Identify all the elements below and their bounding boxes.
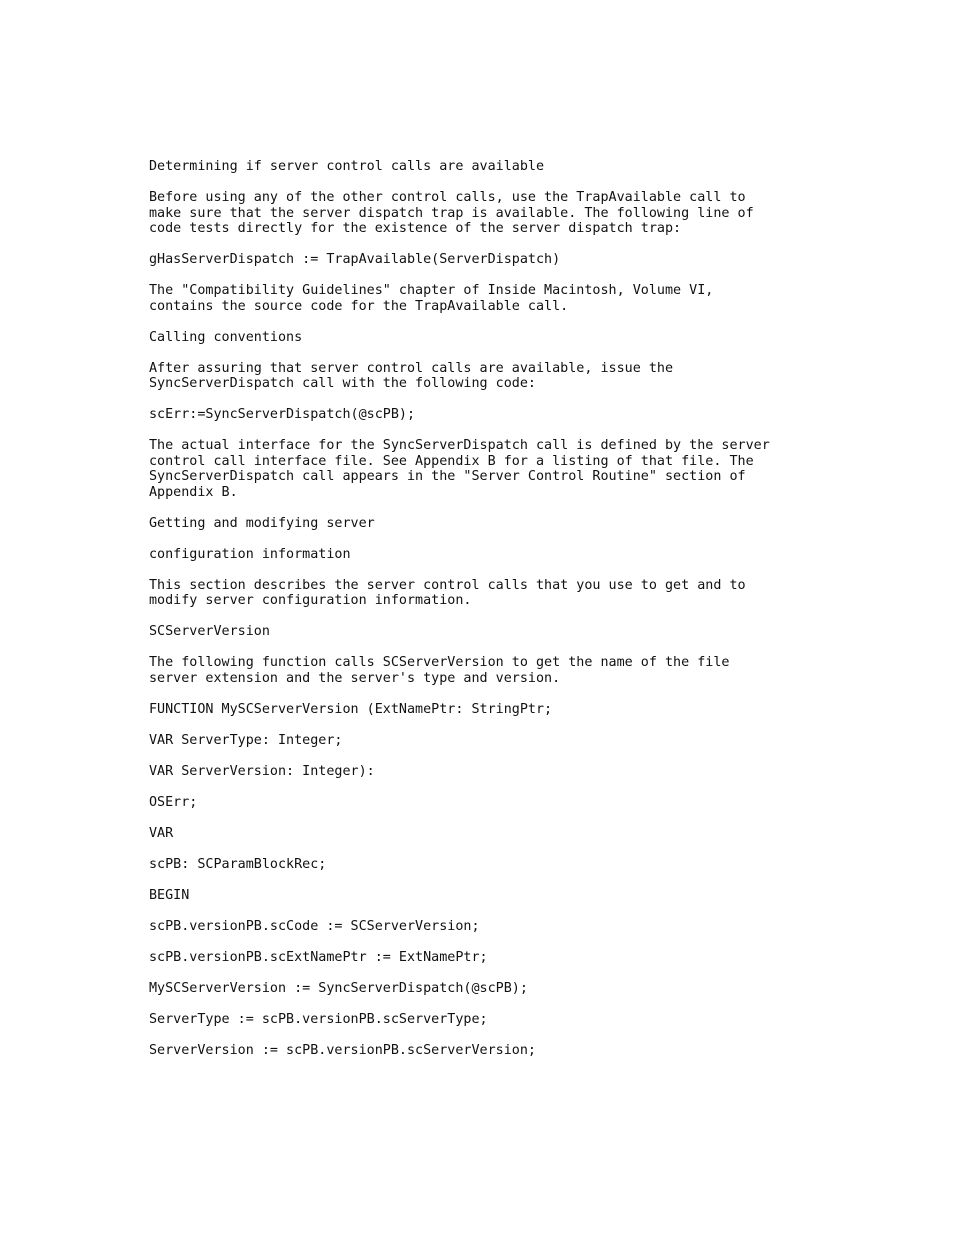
code-line: VAR ServerVersion: Integer):: [149, 763, 375, 779]
code-line: gHasServerDispatch := TrapAvailable(ServerDispatch): [149, 252, 561, 267]
code-line: BEGIN: [149, 887, 190, 903]
code-line: MySCServerVersion := SyncServerDispatch(@scPB);: [149, 980, 528, 996]
code-line: ServerVersion := scPB.versionPB.scServerVersion;: [149, 1042, 536, 1058]
paragraph: After assuring that server control calls are available, issue the SyncServerDispatch call with the following code:: [149, 360, 674, 391]
paragraph: The "Compatibility Guidelines" chapter of Inside Macintosh, Volume VI, contains the source code for the TrapAvailable call.: [149, 283, 714, 314]
code-line: scPB.versionPB.scExtNamePtr := ExtNamePtr;: [149, 949, 488, 965]
section-heading: Calling conventions: [149, 329, 303, 345]
subsection-heading: SCServerVersion: [149, 624, 270, 639]
code-line: VAR ServerType: Integer;: [149, 732, 343, 748]
paragraph: Before using any of the other control calls, use the TrapAvailable call to make sure that the server dispatch trap is available. The following line of code tests directly for the existence of the server dispatch trap:: [149, 190, 754, 236]
code-line: VAR: [149, 825, 174, 841]
code-line: FUNCTION MySCServerVersion (ExtNamePtr: StringPtr;: [149, 701, 553, 717]
code-line: scPB: SCParamBlockRec;: [149, 856, 327, 872]
paragraph: The following function calls SCServerVersion to get the name of the file server extension and the server's type and version.: [149, 655, 730, 686]
code-line: scErr:=SyncServerDispatch(@scPB);: [149, 407, 416, 422]
section-heading: Getting and modifying server: [149, 515, 375, 531]
code-line: OSErr;: [149, 794, 198, 810]
code-line: scPB.versionPB.scCode := SCServerVersion;: [149, 918, 480, 934]
section-heading: Determining if server control calls are available: [149, 159, 545, 174]
document-body: [149, 159, 829, 1074]
code-line: ServerType := scPB.versionPB.scServerType;: [149, 1011, 488, 1027]
paragraph: The actual interface for the SyncServerDispatch call is defined by the server control call interface file. See Appendix B for a listing of that file. The SyncServerDispatch call appears in the "Server Control Routine" section of Appendix B.: [149, 438, 770, 500]
section-heading: configuration information: [149, 546, 351, 562]
paragraph: This section describes the server control calls that you use to get and to modify server configuration information.: [149, 577, 746, 608]
